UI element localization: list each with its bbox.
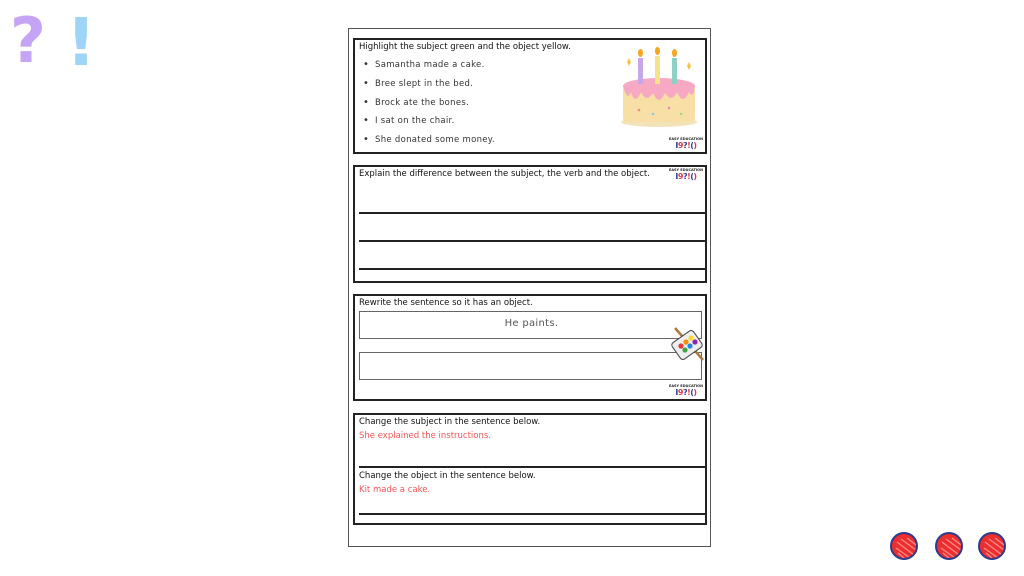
answer-line[interactable] bbox=[359, 240, 707, 242]
sentence-box bbox=[359, 311, 702, 339]
answer-line[interactable] bbox=[359, 268, 707, 270]
brand-logo bbox=[668, 137, 704, 151]
brand-logo-text: EASY EDUCATION bbox=[668, 384, 704, 388]
list-item: • Samantha made a cake. bbox=[363, 60, 495, 79]
birthday-cake-icon bbox=[619, 42, 699, 128]
rewrite-prompt: Rewrite the sentence so it has an object. bbox=[359, 298, 533, 308]
nav-dot-1[interactable] bbox=[890, 532, 918, 560]
highlight-section bbox=[353, 38, 707, 154]
list-item: • Bree slept in the bed. bbox=[363, 79, 495, 98]
list-item: • She donated some money. bbox=[363, 135, 495, 154]
answer-line[interactable] bbox=[359, 212, 707, 214]
red-scribble-dot-icon bbox=[892, 534, 918, 560]
answer-line[interactable] bbox=[359, 466, 707, 468]
explain-prompt: Explain the difference between the subject, the verb and the object. bbox=[359, 169, 650, 179]
explain-section bbox=[353, 165, 707, 283]
list-item: • I sat on the chair. bbox=[363, 116, 495, 135]
brand-logo-text: EASY EDUCATION bbox=[668, 137, 704, 141]
change-section bbox=[353, 413, 707, 525]
exclamation-mark-icon: ! bbox=[66, 4, 97, 81]
answer-line[interactable] bbox=[359, 513, 707, 515]
brand-logo-glyphs-icon: I9?!() bbox=[675, 141, 697, 150]
given-sentence: He paints. bbox=[504, 318, 559, 329]
brand-logo-text: EASY EDUCATION bbox=[668, 168, 704, 172]
red-scribble-dot-icon bbox=[980, 534, 1006, 560]
brand-logo bbox=[668, 168, 704, 182]
list-item: • Brock ate the bones. bbox=[363, 98, 495, 117]
brand-logo bbox=[668, 384, 704, 398]
rewrite-section bbox=[353, 294, 707, 401]
slide-navigation bbox=[890, 532, 1010, 562]
nav-dot-3[interactable] bbox=[978, 532, 1006, 560]
sentence-list bbox=[363, 60, 495, 154]
object-sentence: Kit made a cake. bbox=[359, 485, 431, 495]
worksheet bbox=[348, 28, 711, 547]
paint-palette-icon bbox=[671, 326, 705, 362]
change-subject-prompt: Change the subject in the sentence below. bbox=[359, 417, 541, 427]
highlight-prompt: Highlight the subject green and the object yellow. bbox=[359, 42, 571, 52]
subject-sentence: She explained the instructions. bbox=[359, 431, 491, 441]
rewrite-answer-box[interactable] bbox=[359, 352, 702, 380]
question-mark-icon: ? bbox=[10, 4, 46, 77]
change-object-prompt: Change the object in the sentence below. bbox=[359, 471, 536, 481]
nav-dot-2[interactable] bbox=[935, 532, 963, 560]
brand-logo-glyphs-icon: I9?!() bbox=[675, 388, 697, 397]
brand-logo-glyphs-icon: I9?!() bbox=[675, 172, 697, 181]
red-scribble-dot-icon bbox=[937, 534, 963, 560]
